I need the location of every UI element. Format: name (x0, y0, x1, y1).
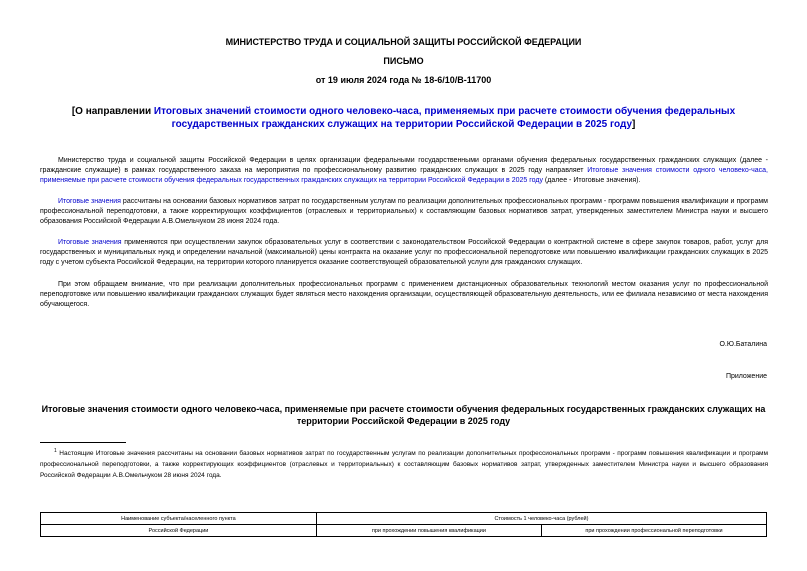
cell-region: Российской Федерации (41, 525, 317, 537)
document-date-number: от 19 июля 2024 года № 18-6/10/В-11700 (315, 75, 492, 85)
footnote (40, 446, 768, 481)
ministry-heading: МИНИСТЕРСТВО ТРУДА И СОЦИАЛЬНОЙ ЗАЩИТЫ РОССИЙСКОЙ ФЕДЕРАЦИИ (225, 37, 582, 47)
footnote-text: Настоящие Итоговые значения рассчитаны на основании базовых нормативов затрат по государственным услугам по реализации дополнительных профессиональных программ - программ повышения квалификации и программ профессиональной переподготовки, а также корректирующих коэффициентов (отраслевых и территориальных) к составляющим базовых нормативов затрат, утвержденных заместителем Министра науки и высшего образования Российской Федерации А.В.Омельчуком 28 июня 2024 года. (40, 450, 768, 480)
paragraph-1-link[interactable]: Итоговые значения стоимости одного человеко-часа, применяемые при расчете стоимости обучения федеральных государственных гражданских служащих на территории Российской Федерации в 2025 году (40, 167, 768, 184)
table-row (41, 525, 767, 537)
footnote-divider (40, 442, 126, 443)
subject-link[interactable]: Итоговых значений стоимости одного человеко-часа, применяемых при расчете стоимости обучения федеральных государственных гражданских служащих на территории Российской Федерации в 2025 году (153, 106, 736, 130)
subject-prefix: [О направлении (71, 106, 154, 117)
annex-title: Итоговые значения стоимости одного человеко-часа, применяемые при расчете стоимости обучения федеральных государственных гражданских служащих на территории Российской Федерации в 2025 году (41, 404, 766, 426)
table-header-row (41, 513, 767, 525)
paragraph-3-text: применяются при осуществлении закупок образовательных услуг в соответствии с законодательством Российской Федерации о контрактной системе в сфере закупок товаров, работ, услуг для государственных и муниципальных нужд и определении начальной (максимальной) цены контракта на оказание услуг по профессиональной переподготовке или повышению квалификации гражданских служащих в 2025 году с учетом субъекта Российской Федерации, на территории которого планируется оказание соответствующей образовательной услуги для гражданских служащих. (40, 239, 768, 266)
cell-qualification: при прохождении повышения квалификации (316, 525, 541, 537)
paragraph-1-start: Министерство труда и социальной защиты Российской Федерации в целях организации федеральными государственными органами обучения федеральных государственных гражданских служащих (далее - гражданские служащие) в рамках государственного заказа на мероприятия по профессиональному развитию гражданских служащих в 2025 году направляет (40, 157, 768, 174)
paragraph-4: При этом обращаем внимание, что при реализации дополнительных профессиональных программ с применением дистанционных образовательных технологий местом оказания услуг по профессиональной переподготовке или повышению квалификации гражданских служащих будет являться место нахождения организации, осуществляющей образовательную деятельность, или ее филиала независимо от места нахождения обучающегося. (40, 281, 768, 308)
footnote-mark: 1 (54, 448, 57, 454)
paragraph-1-end: (далее - Итоговые значения). (542, 177, 641, 184)
paragraph-3-link[interactable]: Итоговые значения (58, 239, 122, 246)
cost-table (40, 512, 767, 537)
paragraph-2 (40, 197, 768, 227)
annex-label: Приложение (725, 373, 767, 380)
paragraph-3 (40, 238, 768, 268)
header-cost: Стоимость 1 человеко-часа (рублей) (316, 513, 766, 525)
cell-retraining: при прохождении профессиональной переподготовки (541, 525, 766, 537)
subject-suffix: ] (632, 119, 636, 130)
paragraph-1 (40, 156, 768, 186)
header-region: Наименование субъекта/населенного пункта (41, 513, 317, 525)
document-type: ПИСЬМО (383, 56, 424, 66)
paragraph-2-text: рассчитаны на основании базовых нормативов затрат по государственным услугам по реализации дополнительных профессиональных программ - программ повышения квалификации и программ профессиональной переподготовки, а также корректирующих коэффициентов (отраслевых и территориальных) к составляющим базовых нормативов затрат, утвержденных заместителем Министра науки и высшего образования Российской Федерации А.В.Омельчуком 28 июня 2024 года. (40, 198, 768, 225)
signature: О.Ю.Баталина (719, 341, 767, 348)
document-subject (40, 105, 767, 131)
paragraph-2-link[interactable]: Итоговые значения (58, 198, 121, 205)
